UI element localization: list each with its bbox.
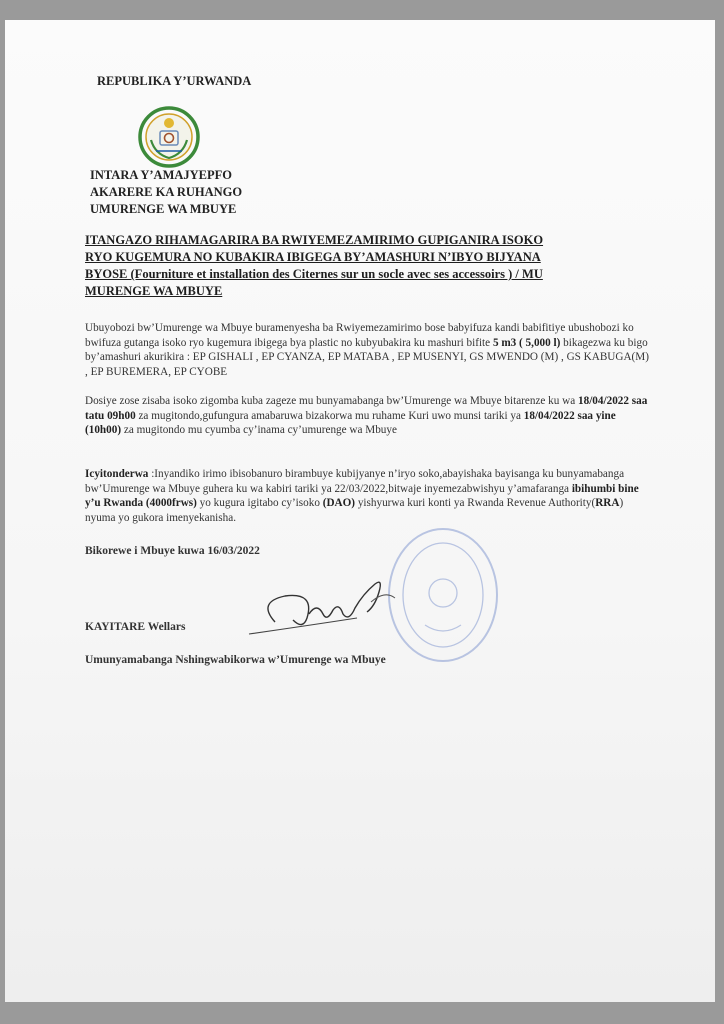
notice-title (85, 232, 645, 300)
sector-heading: UMURENGE WA MBUYE (90, 202, 237, 216)
paragraph-deadline (85, 394, 650, 438)
deadline-text-a: Dosiye zose zisaba isoko zigomba kuba zageze mu bunyamabanga bw’Umurenge wa Mbuye bitarenze ku wa (85, 395, 579, 407)
district-heading: AKARERE KA RUHANGO (90, 185, 243, 199)
intro-capacity: 5 m3 ( 5,000 l) (492, 336, 561, 349)
deadline-date: 18/04/2022 saa tatu 09h00 (85, 395, 648, 422)
title-line-3-bold: BYOSE (85, 267, 131, 281)
note-label: Icyitonderwa (85, 468, 149, 480)
note-text-a: :Inyandiko irimo ibisobanuro birambuye kubijyanye n’iryo soko,abayishaka bayisanga ku bunyamabanga bw’Umurenge wa Mbuye guhera ku wa kabiri tariki ya 22/03/2022,bitwaje inyemezabwishyu y’amafaranga (85, 468, 625, 495)
title-line-2: RYO KUGEMURA NO KUBAKIRA IBIGEGA BY’AMASHURI N’IBYO BIJYANA (85, 250, 541, 264)
paragraph-intro (85, 321, 650, 379)
paragraph-note (85, 467, 650, 525)
note-fee: ibihumbi bine y’u Rwanda (4000frws) (85, 482, 639, 509)
signatory-role: Umunyamabanga Nshingwabikorwa w’Umurenge wa Mbuye (85, 654, 386, 666)
province-heading: INTARA Y’AMAJYEPFO (90, 168, 233, 182)
intro-text-a: Ubuyobozi bw’Umurenge wa Mbuye buramenyesha ba Rwiyemezamirimo bose babyifuza kandi babifitiye ubushobozi ko bwifuza gutanga isoko ryo kugemura ibigega bya plastic no kubyubakira ku mashuri bifite (85, 322, 634, 349)
date-line: Bikorewe i Mbuye kuwa 16/03/2022 (85, 545, 260, 557)
title-line-3 (85, 266, 645, 283)
note-text-b: yo kugura igitabo cy’isoko (196, 497, 323, 509)
signatory-name: KAYITARE Wellars (85, 621, 186, 633)
note-rra: RRA (595, 497, 620, 509)
title-line-3-rest: (Fourniture et installation des Citernes sur un socle avec ses accessoirs ) / MU (130, 267, 543, 281)
rwanda-emblem-icon (138, 106, 200, 168)
title-line-1: ITANGAZO RIHAMAGARIRA BA RWIYEMEZAMIRIMO GUPIGANIRA ISOKO (85, 233, 544, 247)
note-text-c: yishyurwa kuri konti ya Rwanda Revenue Authority( (355, 497, 596, 509)
document-page (5, 20, 715, 1002)
deadline-text-c: za mugitondo mu cyumba cy’inama cy’umurenge wa Mbuye (121, 424, 397, 436)
signature-icon (245, 572, 405, 642)
republic-heading: REPUBLIKA Y’URWANDA (97, 74, 252, 88)
deadline-text-b: za mugitondo,gufungura amabaruwa bizakorwa mu ruhame Kuri uwo munsi tariki ya (135, 409, 524, 422)
note-text-d: ) nyuma yo gukora imenyekanisha. (85, 497, 624, 524)
intro-text-b: bikagezwa ku bigo by’amashuri akurikira : EP GISHALI , EP CYANZA, EP MATABA , EP MUSENYI, GS MWENDO (M) , GS KABUGA(M) , EP BUREMERA, EP CYOBE (85, 336, 649, 378)
opening-date: 18/04/2022 saa yine (10h00) (85, 409, 616, 436)
note-dao: (DAO) (322, 497, 356, 509)
title-line-4: MURENGE WA MBUYE (85, 284, 223, 298)
